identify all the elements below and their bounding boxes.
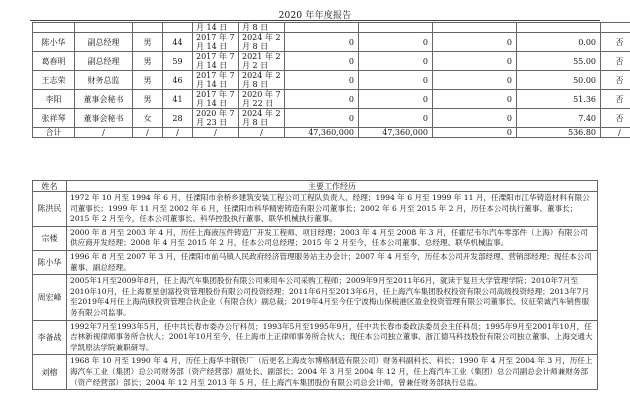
resume-row xyxy=(33,250,598,274)
total-slash: / xyxy=(163,128,193,138)
shares-change: 0 xyxy=(433,90,517,109)
officer-name: 葛春明 xyxy=(33,52,75,71)
total-pay: 7.40 xyxy=(517,109,601,128)
resume-row xyxy=(33,192,598,227)
term-start: 2017 年 7 月 14 日 xyxy=(193,52,239,71)
resume-text: 1992年7月至1993年5月，任中共长春市委办公厅科员；1993年5月至1995年9月，任中共长春市委政法委员会主任科员；1995年9月至2001年10月，任吉林新视律师事务所合伙人；2001年10月至今，任上海市上正律师事务所合伙人；现任本公司独立董事、浙江德马科技股份有限公司独立董事、上海交通大学凯原法学院兼职研导。 xyxy=(67,320,598,355)
paid-by-related: 否 xyxy=(601,52,630,71)
officer-gender: 男 xyxy=(133,52,163,71)
officer-name: 李阳 xyxy=(33,90,75,109)
resume-text: 1972 年 10 月至 1994 年 6 月，任溧阳市余桥乡建筑安装工程公司工程队负责人、经理；1994 年 6 月至 1999 年 11 月，任溧阳市江华铸造材料有限公司董事长；1999 年 11 月至 2002 年 6 月，任溧阳市科华精密铸造有限公司董事长；2002 年 6 月至 2015 年 2 月，历任本公司执行董事、董事长；2015 年 2 月至今，任本公司董事长、科华控股执行董事、联华机械执行董事。 xyxy=(67,192,598,227)
shares-end: 0 xyxy=(359,109,433,128)
officer-age xyxy=(163,23,193,33)
total-slash: / xyxy=(193,128,239,138)
resume-header-row xyxy=(33,181,598,192)
shares-start: 0 xyxy=(285,109,359,128)
total-pay xyxy=(517,23,601,33)
resume-name: 李备战 xyxy=(33,320,67,355)
shares-start: 0 xyxy=(285,90,359,109)
term-start: 月 14 日 xyxy=(193,23,239,33)
term-start: 2017 年 7 月 14 日 xyxy=(193,71,239,90)
total-shares-change: 0 xyxy=(433,128,517,138)
total-pay: 536.80 xyxy=(517,128,601,138)
officer-age: 41 xyxy=(163,90,193,109)
table-row xyxy=(33,23,630,33)
table-row xyxy=(33,52,630,71)
officer-gender: 男 xyxy=(133,71,163,90)
term-end: 2024 年 2 月 8 日 xyxy=(239,109,285,128)
officer-gender: 男 xyxy=(133,33,163,52)
shares-change: 0 xyxy=(433,33,517,52)
shares-change xyxy=(433,23,517,33)
shares-start xyxy=(285,23,359,33)
shares-end: 0 xyxy=(359,52,433,71)
shares-change: 0 xyxy=(433,71,517,90)
total-slash: / xyxy=(239,128,285,138)
officer-title xyxy=(75,23,133,33)
officer-gender xyxy=(133,23,163,33)
shares-change: 0 xyxy=(433,109,517,128)
shares-start: 0 xyxy=(285,71,359,90)
officer-name: 张祥琴 xyxy=(33,109,75,128)
paid-by-related: 否 xyxy=(601,33,630,52)
shares-start: 0 xyxy=(285,52,359,71)
shares-end: 0 xyxy=(359,33,433,52)
resume-text: 2000 年 8 月至 2003 年 4 月，历任上海液压件铸造厂开发工程师、项目经理；2003 年 4 月至 2008 年 3 月，任霍尼韦尔汽车零部件（上海）有限公司供应商开发经理；2008 年 4 月至 2015 年 2 月，任本公司总经理；2015 年 2 月至今，任本公司董事、总经理、联华机械监事。 xyxy=(67,226,598,250)
resume-name: 陈洪民 xyxy=(33,192,67,227)
shares-end: 0 xyxy=(359,90,433,109)
shares-end: 0 xyxy=(359,71,433,90)
page-header: 2020 年年度报告 xyxy=(278,11,352,21)
shares-change: 0 xyxy=(433,52,517,71)
resume-name: 陈小华 xyxy=(33,250,67,274)
officer-name: 王志荣 xyxy=(33,71,75,90)
total-pay: 51.36 xyxy=(517,90,601,109)
paid-by-related: 否 xyxy=(601,71,630,90)
paid-by-related: 否 xyxy=(601,90,630,109)
total-pay: 55.00 xyxy=(517,52,601,71)
officers-table xyxy=(32,22,630,138)
shares-end xyxy=(359,23,433,33)
resume-row xyxy=(33,275,598,320)
officer-title: 副总经理 xyxy=(75,33,133,52)
paid-by-related xyxy=(601,23,630,33)
officer-gender: 男 xyxy=(133,90,163,109)
resume-text: 1996 年 8 月至 2007 年 3 月，任溧阳市前马镇人民政府经济管理服务站主办会计；2007 年 4 月至今，历任本公司开发部经理、营销部经理；现任本公司董事、副总经理。 xyxy=(67,250,598,274)
table-row xyxy=(33,33,630,52)
resume-name: 宗楼 xyxy=(33,226,67,250)
officer-title: 董事会秘书 xyxy=(75,90,133,109)
officer-age: 44 xyxy=(163,33,193,52)
term-start: 2017 年 7 月 14 日 xyxy=(193,90,239,109)
term-end: 月 8 日 xyxy=(239,23,285,33)
term-end: 2020 年 7 月 22 日 xyxy=(239,90,285,109)
term-end: 2021 年 2 月 2 日 xyxy=(239,52,285,71)
total-shares-start: 47,360,000 xyxy=(285,128,359,138)
total-pay: 50.00 xyxy=(517,71,601,90)
resume-header-name: 姓名 xyxy=(33,181,67,192)
total-label: 合计 xyxy=(33,128,75,138)
resume-text: 1968 年 10 月至 1990 年 4 月，历任上海华丰钢铁厂（后更名上海皮尔博格制造有限公司）财务科副科长、科长；1990 年 4 月至 2004 年 3 月，历任上海汽车工业（集团）总公司财务部（资产经营部）副处长、副部长；2004 年 3 月至 2004 年 12 月，任上海汽车工业（集团）总公司副总会计师兼财务部（资产经营部）部长；2004 年 12 月至 2013 年 5 月，任上海汽车集团股份有限公司总会计师，曾兼任财务部执行总监。 xyxy=(67,355,598,390)
total-row xyxy=(33,128,630,138)
officer-title: 副总经理 xyxy=(75,52,133,71)
total-slash: / xyxy=(133,128,163,138)
resume-name: 刘榕 xyxy=(33,355,67,390)
term-start: 2020 年 7 月 23 日 xyxy=(193,109,239,128)
term-end: 2024 年 2 月 8 日 xyxy=(239,71,285,90)
header-rule xyxy=(30,20,600,21)
total-slash: / xyxy=(75,128,133,138)
shares-start: 0 xyxy=(285,33,359,52)
officer-name: 陈小华 xyxy=(33,33,75,52)
officer-age: 46 xyxy=(163,71,193,90)
resume-text: 2005年1月至2009年8月，任上海汽车集团股份有限公司乘用车公司采购工程师；2009年9月至2011年6月，就读于复旦大学管理学院；2010年7月至2010年10月，任上海夏星创富投资管理股份有限公司投资经理；2011年6月至2013年6月，任上海汽车集团股权投资有限公司高级投资经理；2013年7月至2019年4月任上海尚颀投资管理合伙企业（有限合伙）副总裁；2019年4月至今任宁波梅山保税港区盈金投资管理有限公司董事长、仪征荣诚汽车销售服务有限公司监事。 xyxy=(67,275,598,320)
resume-row xyxy=(33,355,598,390)
officer-title: 财务总监 xyxy=(75,71,133,90)
resume-name: 周宏峰 xyxy=(33,275,67,320)
officer-age: 28 xyxy=(163,109,193,128)
term-start: 2017 年 7 月 14 日 xyxy=(193,33,239,52)
table-row xyxy=(33,109,630,128)
resume-row xyxy=(33,226,598,250)
table-row xyxy=(33,90,630,109)
term-end: 2024 年 2 月 8 日 xyxy=(239,33,285,52)
paid-by-related: 否 xyxy=(601,109,630,128)
total-shares-end: 47,360,000 xyxy=(359,128,433,138)
officer-title: 董事会秘书 xyxy=(75,109,133,128)
total-slash: / xyxy=(601,128,630,138)
resume-table xyxy=(32,180,598,390)
resume-header-experience: 主要工作经历 xyxy=(67,181,598,192)
table-row xyxy=(33,71,630,90)
officer-name xyxy=(33,23,75,33)
officer-age: 59 xyxy=(163,52,193,71)
total-pay: 0.00 xyxy=(517,33,601,52)
officer-gender: 女 xyxy=(133,109,163,128)
resume-row xyxy=(33,320,598,355)
